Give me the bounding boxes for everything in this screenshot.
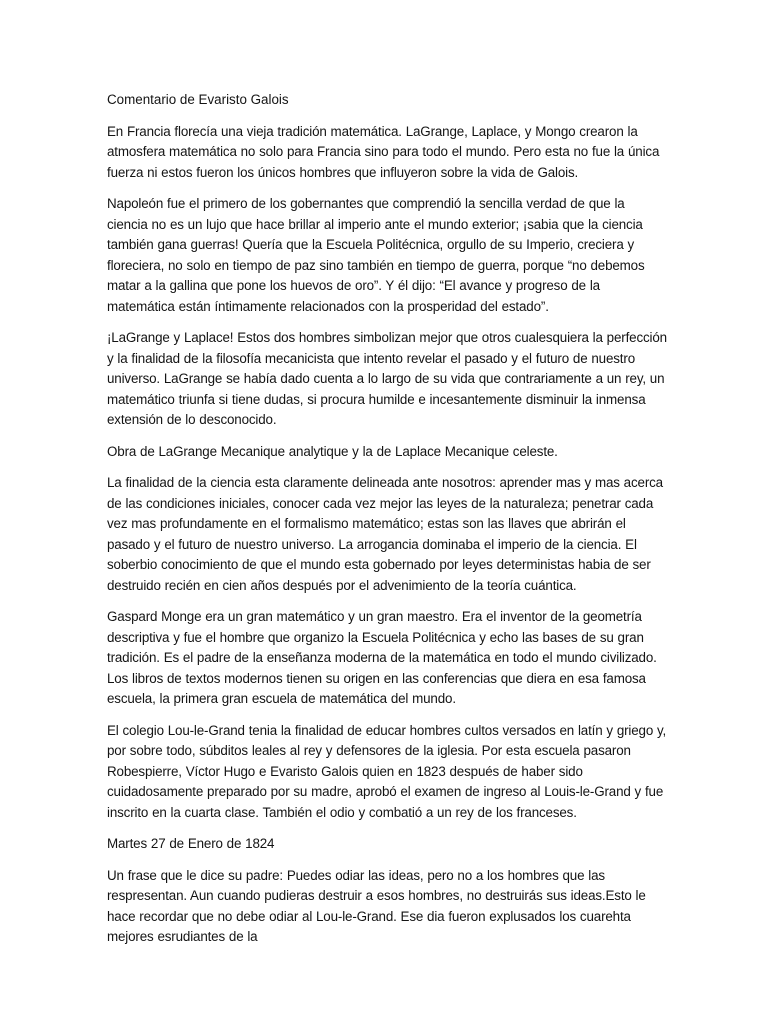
- paragraph-padre: Un frase que le dice su padre: Puedes odiar las ideas, pero no a los hombres que las respresentan. Aun cuando pudieras destruir a esos hombres, no destruirás sus ideas.Esto le hace recordar que no debe odiar al Lou-le-Grand. Ese dia fueron explusados los cuarehta mejores esrudiantes de la: [107, 867, 646, 944]
- paragraph-date: Martes 27 de Enero de 1824: [107, 836, 275, 851]
- paragraph-lou-le-grand: El colegio Lou-le-Grand tenia la finalidad de educar hombres cultos versados en latín y griego y, por sobre todo, súbditos leales al rey y defensores de la iglesia. Por esta escuela pasaron Robespierre, Víctor Hugo e Evaristo Galois quien en 1823 después de haber sido cuidadosamente preparado por su madre, aprobó el examen de ingreso al Louis-le-Grand y fue inscrito en la cuarta clase. También el odio y combatió a un rey de los franceses.: [107, 722, 667, 820]
- document-title: Comentario de Evaristo Galois: [107, 92, 289, 107]
- paragraph-lagrange-laplace: ¡LaGrange y Laplace! Estos dos hombres simbolizan mejor que otros cualesquiera la perfección y la finalidad de la filosofía mecanicista que intento revelar el pasado y el futuro de nuestro universo. LaGrange se había dado cuenta a lo largo de su vida que contrariamente a un rey, un matemático triunfa si tiene dudas, si procura humilde e incesantemente disminuir la inmensa extensión de lo desconocido.: [107, 330, 667, 427]
- paragraph-monge: Gaspard Monge era un gran matemático y un gran maestro. Era el inventor de la geometría descriptiva y fue el hombre que organizo la Escuela Politécnica y echo las bases de su gran tradición. Es el padre de la enseñanza moderna de la matemática en todo el mundo civilizado. Los libros de textos modernos tienen su origen en las conferencias que diera en esa famosa escuela, la primera gran escuela de matemática del mundo.: [107, 609, 657, 706]
- paragraph-napoleon: Napoleón fue el primero de los gobernantes que comprendió la sencilla verdad de que la ciencia no es un lujo que hace brillar al imperio ante el mundo exterior; ¡sabia que la ciencia también gana guerras! Quería que la Escuela Politécnica, orgullo de su Imperio, creciera y floreciera, no solo en tiempo de paz sino también en tiempo de guerra, porque “no debemos matar a la gallina que pone los huevos de oro”. Y él dijo: “El avance y progreso de la matemática están íntimamente relacionados con la prosperidad del estado”.: [107, 196, 645, 314]
- paragraph-francia: En Francia florecía una vieja tradición matemática. LaGrange, Laplace, y Mongo crearon la atmosfera matemática no solo para Francia sino para todo el mundo. Pero esta no fue la única fuerza ni estos fueron los únicos hombres que influyeron sobre la vida de Galois.: [107, 123, 660, 180]
- paragraph-finalidad-ciencia: La finalidad de la ciencia esta claramente delineada ante nosotros: aprender mas y mas acerca de las condiciones iniciales, conocer cada vez mejor las leyes de la naturaleza; penetrar cada vez mas profundamente en el formalismo matemático; estas son las llaves que abrirán el pasado y el futuro de nuestro universo. La arrogancia dominaba el imperio de la ciencia. El soberbio conocimiento de que el mundo esta gobernado por leyes deterministas habia de ser destruido recién en cien años después por el advenimiento de la teoría cuántica.: [107, 475, 663, 593]
- paragraph-obras: Obra de LaGrange Mecanique analytique y la de Laplace Mecanique celeste.: [107, 443, 558, 459]
